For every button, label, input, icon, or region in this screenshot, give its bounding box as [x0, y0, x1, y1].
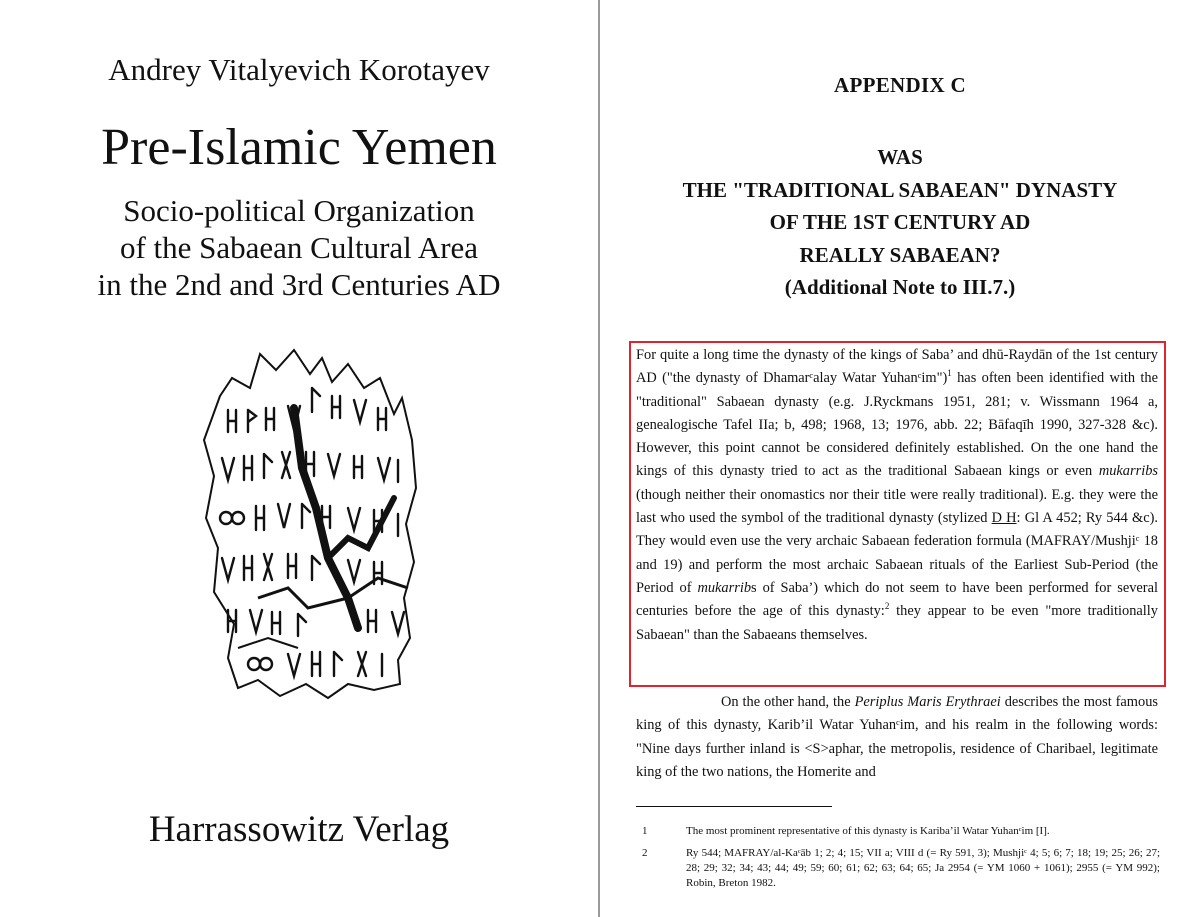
- footnote-separator: [636, 806, 832, 807]
- author-name: Andrey Vitalyevich Korotayev: [108, 52, 490, 87]
- footnote-ref-1[interactable]: 1: [947, 368, 952, 379]
- footnote-text: The most prominent representative of this dynasty is Kariba’il Watar Yuhanᶜim [I].: [686, 825, 1050, 837]
- book-title: Pre-Islamic Yemen: [101, 119, 497, 176]
- paragraph-text: : Gl A 452; Ry 544 &c). They would even use the very archaic Sabaean federation formula (MAFRAY/Mushjiᶜ 18 and 19) and perform the most archaic Sabaean rituals of the Earliest Sub-Period (the Period of: [636, 510, 1158, 596]
- subtitle-line: in the 2nd and 3rd Centuries AD: [97, 267, 501, 302]
- paragraph-text: has often been identified with the "traditional" Sabaean dynasty (e.g. J.Ryckmans 1951, 281; v. Wissmann 1964 a, genealogische Tafel IIa; b, 498; 1968, 13; 1976, abb. 22; Bāfaqīh 1990, 327-328 &c). However, this point cannot be considered definitely established. On the one hand the kings of this dynasty tried to act as the traditional Sabaean kings or even: [636, 370, 1158, 480]
- paragraph-text: (though neither their onomastics nor their title were really traditional). E.g. they were the last who used the symbol of the traditional dynasty (stylized: [636, 486, 1158, 527]
- paragraph-1: [636, 344, 1158, 647]
- subtitle-line: Socio-political Organization: [123, 193, 475, 228]
- publisher-name: Harrassowitz Verlag: [148, 809, 450, 850]
- paragraph-text: s of Saba’) which do not seem to have been performed for several centuries before the age of this dynasty:: [636, 579, 1158, 620]
- appendix-label: APPENDIX C: [834, 73, 966, 97]
- title-line: THE "TRADITIONAL SABAEAN" DYNASTY: [682, 177, 1118, 202]
- paragraph-text: On the other hand, the: [721, 694, 855, 710]
- footnote-ref-2[interactable]: 2: [884, 601, 890, 612]
- footnote-text: Ry 544; MAFRAY/al-Kaᶜāb 1; 2; 4; 15; VII a; VIII d (= Ry 591, 3); Mushjiᶜ 4; 5; 6; 7; 18; 19; 25; 26; 27; 28; 29; 32; 34; 43; 44; 49; 59; 60; 61; 62; 63; 64; 65; Ja 2954 (= YM 1060 + 1061); 2955 (= YM 992); Robin, Breton 1982.: [686, 847, 1160, 889]
- dynasty-symbol: D H: [991, 510, 1017, 527]
- title-line: REALLY SABAEAN?: [799, 242, 1001, 267]
- paragraph-text: they appear to be even "more traditionally Sabaean" than the Sabaeans themselves.: [636, 603, 1159, 643]
- left-page-title: [0, 0, 598, 917]
- work-title-periplus: Periplus Maris Erythraei: [854, 694, 1001, 710]
- title-line: OF THE 1ST CENTURY AD: [769, 210, 1031, 234]
- footnote-number: 2: [642, 847, 648, 859]
- book-subtitle: [0, 192, 598, 303]
- paragraph-text: For quite a long time the dynasty of the kings of Saba’ and dhū-Raydān of the 1st century AD ("the dynasty of Dhamarᶜalay Watar Yuhanᶜim"): [636, 347, 1158, 387]
- footnote-number: 1: [642, 825, 648, 837]
- chapter-title: [600, 141, 1200, 304]
- footnote-1: [636, 824, 1160, 842]
- subtitle-line: of the Sabaean Cultural Area: [119, 230, 479, 265]
- term-mukarribs: mukarribs: [1098, 463, 1158, 480]
- right-page-appendix: [600, 0, 1200, 917]
- title-line: WAS: [877, 145, 923, 169]
- paragraph-text: describes the most famous king of this dynasty, Karib’il Watar Yuhanᶜim, and his realm in the following words: "Nine days further inland is <S>aphar, the metropolis, residence of Charibael, legitimate king of the two nations, the Homerite and: [636, 694, 1158, 780]
- term-mukarrib: mukarrib: [697, 579, 752, 596]
- paragraph-2: [636, 691, 1158, 784]
- inscription-fragment-illustration: [198, 348, 430, 700]
- title-line: (Additional Note to III.7.): [784, 275, 1016, 299]
- footnote-2: [636, 846, 1160, 896]
